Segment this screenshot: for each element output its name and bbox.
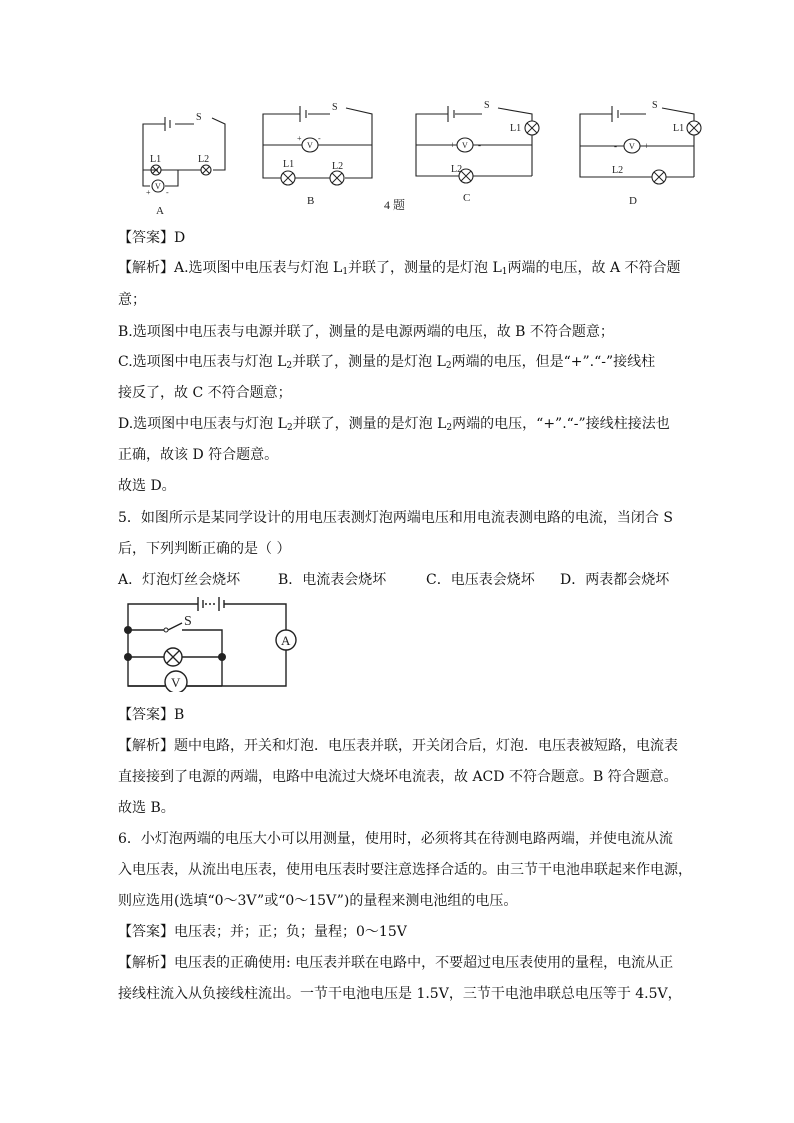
q6-analysis-line2: 接线柱流入从负接线柱流出。一节干电池电压是 1.5V，三节干电池串联总电压等于 4.5V， — [118, 986, 682, 1002]
q5-stem-line2: 后，下列判断正确的是（ ） — [118, 541, 291, 557]
fig-d-caption: D — [629, 195, 637, 207]
fig-d-l2-label: L2 — [612, 165, 624, 176]
q4-analysis-a: 【解析】A.选项图中电压表与灯泡 $L_1$并联了，测量的是灯泡 $L_1$两端的电压，故 A 不符合题 — [118, 260, 681, 277]
fig5-switch-label: S — [184, 614, 192, 629]
q4-analysis-b: B.选项图中电压表与电源并联了，测量的是电源两端的电压，故 B 不符合题意； — [118, 324, 614, 340]
q6-stem-line2: 入电压表，从流出电压表，使用电压表时要注意选择合适的。由三节干电池串联起来作电源， — [118, 862, 692, 878]
fig5-voltmeter-label: V — [171, 675, 181, 690]
figure-caption-4: 4 题 — [384, 198, 406, 212]
fig-b-minus: - — [318, 134, 321, 143]
fig-a-l1-label: L1 — [150, 154, 162, 165]
fig-d-switch-label: S — [652, 100, 658, 111]
fig-a-plus: + — [146, 188, 151, 197]
q5-analysis-line1: 【解析】题中电路，开关和灯泡．电压表并联，开关闭合后，灯泡．电压表被短路，电流表 — [118, 738, 678, 754]
fig-a-l2-label: L2 — [198, 154, 210, 165]
fig-d-voltmeter-label: V — [629, 142, 635, 151]
q6-stem-line1: 6．小灯泡两端的电压大小可以用测量，使用时，必须将其在待测电路两端，并使电流从流 — [118, 831, 673, 847]
q5-answer: 【答案】B — [118, 707, 185, 723]
fig-a-voltmeter-label: V — [155, 182, 161, 191]
q4-figure-d — [580, 106, 701, 184]
q4-analysis-a-cont: 意； — [118, 292, 146, 308]
q4-figure-b — [263, 106, 372, 185]
q4-conclusion: 故选 D。 — [118, 478, 176, 494]
fig-c-caption: C — [463, 192, 471, 204]
fig-c-switch-label: S — [484, 100, 490, 111]
fig-b-voltmeter-label: V — [307, 141, 313, 150]
fig-a-minus: - — [166, 188, 169, 197]
q5-option-c: C．电压表会烧坏 — [426, 572, 535, 588]
fig5-ammeter-label: A — [281, 633, 291, 648]
q4-analysis-c: C.选项图中电压表与灯泡 $L_2$并联了，测量的是灯泡 $L_2$两端的电压，但是“+”.“-”接线柱 — [118, 354, 656, 371]
fig-c-l1-label: L1 — [510, 123, 522, 134]
q4-analysis-d-cont: 正确，故该 D 符合题意。 — [118, 447, 279, 463]
fig-b-l1-label: L1 — [283, 159, 295, 170]
fig-b-switch-label: S — [332, 102, 338, 113]
q6-analysis-line1: 【解析】电压表的正确使用: 电压表并联在电路中，不要超过电压表使用的量程，电流从正 — [118, 955, 674, 971]
fig-a-caption: A — [156, 205, 164, 217]
q5-option-d: D．两表都会烧坏 — [560, 572, 670, 588]
q5-conclusion: 故选 B。 — [118, 800, 175, 816]
fig-d-l1-label: L1 — [673, 123, 685, 134]
fig-c-plus: + — [450, 140, 456, 150]
fig-d-plus: + — [644, 141, 650, 151]
q5-analysis-line2: 直接接到了电源的两端，电路中电流过大烧坏电流表，故 ACD 不符合题意。B 符合题意。 — [118, 769, 678, 785]
fig-c-minus: - — [478, 140, 481, 150]
q5-circuit-figure — [118, 592, 308, 692]
q6-answer: 【答案】电压表；并；正；负；量程；0～15V — [118, 924, 407, 940]
fig-c-voltmeter-label: V — [462, 141, 468, 150]
fig-a-switch-label: S — [196, 112, 202, 123]
q4-answer: 【答案】D — [118, 230, 186, 246]
fig-b-plus: + — [297, 134, 302, 143]
q4-analysis-d: D.选项图中电压表与灯泡 $L_2$并联了，测量的是灯泡 $L_2$两端的电压，“+”.“-”接线柱接法也 — [118, 416, 670, 433]
fig-c-l2-label: L2 — [451, 164, 463, 175]
q5-option-b: B．电流表会烧坏 — [278, 572, 387, 588]
fig-b-caption: B — [307, 195, 315, 207]
fig-d-minus: - — [614, 141, 617, 151]
q5-stem-line1: 5．如图所示是某同学设计的用电压表测灯泡两端电压和用电流表测电路的电流，当闭合 S — [118, 510, 673, 526]
q5-option-a: A．灯泡灯丝会烧坏 — [118, 572, 241, 588]
q6-stem-line3: 则应选用(选填“0～3V”或“0～15V”)的量程来测电池组的电压。 — [118, 893, 518, 909]
fig-b-l2-label: L2 — [332, 161, 344, 172]
q4-circuit-figures — [0, 0, 794, 230]
q4-analysis-c-cont: 接反了，故 C 不符合题意； — [118, 385, 292, 401]
